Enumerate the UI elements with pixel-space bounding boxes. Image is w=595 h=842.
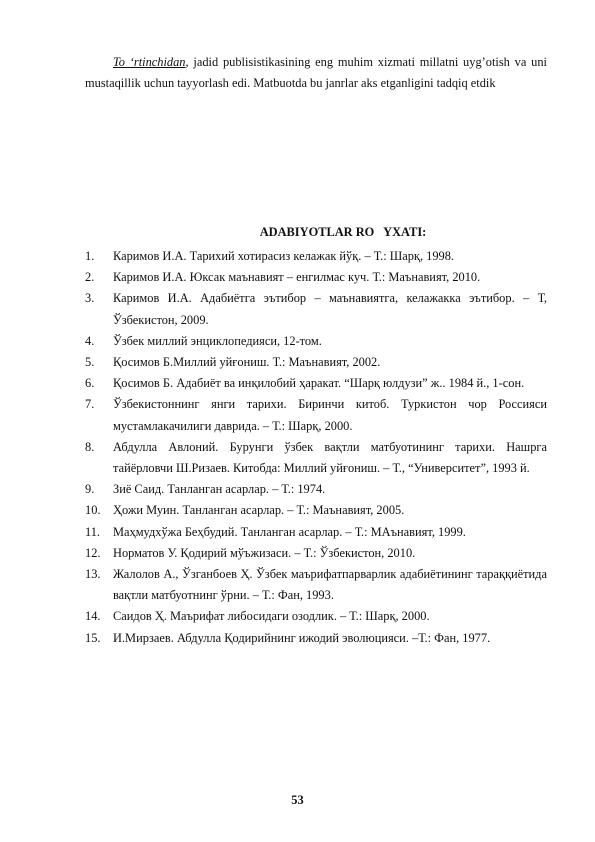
item-text: Норматов У. Қодирий мўъжизаси. – Т.: Ўзбекистон, 2010. [113, 545, 416, 560]
bibliography-item [85, 394, 547, 436]
item-text: Ўзбек миллий энциклопедияси, 12-том. [113, 333, 322, 348]
item-text: Каримов И.А. Юксак маънавият – енгилмас куч. Т.: Маънавият, 2010. [113, 270, 481, 285]
page-content [85, 52, 547, 649]
bibliography-list [85, 246, 547, 649]
item-number: 10. [85, 503, 101, 518]
item-number: 15. [85, 630, 101, 645]
bibliography-title: ADABIYOTLAR RO YXATI: [259, 225, 427, 239]
item-text: Жалолов А., Ўзганбоев Ҳ. Ўзбек маърифатпарварлик адабиётининг тараққиётида вақтли матбуотнинг ўрни. – Т.: Фан, 1993. [113, 567, 547, 603]
item-number: 7. [85, 397, 95, 412]
page-number: 53 [291, 793, 304, 807]
item-text: Саидов Ҳ. Маърифат либосидаги озодлик. – Т.: Шарқ, 2000. [113, 609, 430, 624]
item-number: 4. [85, 333, 95, 348]
bibliography-item [85, 352, 547, 373]
intro-lead-phrase: To ‘rtinchidan [113, 55, 186, 69]
item-text: Каримов И.А. Тарихий хотирасиз келажак йўқ. – Т.: Шарқ, 1998. [113, 249, 455, 263]
bibliography-item [85, 373, 547, 394]
bibliography-item [85, 288, 547, 330]
item-number: 11. [85, 524, 101, 539]
bibliography-item [85, 246, 547, 267]
item-text: Абдулла Авлоний. Бурунги ўзбек вақтли матбуотининг тарихи. Нашрга тайёрловчи Ш.Ризаев. Китобда: Миллий уйғониш. – Т., “Университет”, 1993 й. [113, 439, 547, 476]
item-number: 12. [85, 545, 101, 560]
bibliography-item [85, 543, 547, 564]
bibliography-item [85, 331, 547, 352]
item-number: 14. [85, 609, 101, 624]
item-number: 1. [85, 249, 95, 263]
item-text: Қосимов Б. Адабиёт ва инқилобий ҳаракат. “Шарқ юлдузи” ж.. 1984 й., 1-сон. [113, 376, 525, 391]
item-number: 2. [85, 270, 95, 285]
bibliography-item [85, 522, 547, 543]
item-number: 13. [85, 567, 101, 582]
bibliography-item [85, 564, 547, 606]
intro-paragraph [85, 52, 547, 94]
bibliography-item [85, 437, 547, 479]
intro-text: , jadid publisistikasining eng muhim xizmati millatni uyg’otish va uni mustaqillik uchun tayyorlash edi. Matbuotda bu janrlar aks etganligini tadqiq etdik [85, 55, 547, 90]
item-text: Каримов И.А. Адабиётга эътибор – маънавиятга, келажакка эътибор. – Т, Ўзбекистон, 2009. [113, 291, 547, 327]
item-text: Қосимов Б.Миллий уйғониш. Т.: Маънавият, 2002. [113, 355, 381, 370]
bibliography-item [85, 267, 547, 288]
bibliography-item [85, 479, 547, 500]
item-number: 9. [85, 482, 95, 497]
bibliography-item [85, 500, 547, 521]
item-number: 5. [85, 355, 95, 370]
item-text: Ҳожи Муин. Танланган асарлар. – Т.: Маънавият, 2005. [113, 503, 405, 518]
item-text: Зиё Саид. Танланган асарлар. – Т.: 1974. [113, 482, 326, 497]
bibliography-item [85, 606, 547, 627]
item-text: И.Мирзаев. Абдулла Қодирийнинг ижодий эволюцияси. –Т.: Фан, 1977. [113, 630, 491, 645]
item-number: 8. [85, 439, 95, 454]
item-text: Маҳмудхўжа Беҳбудий. Танланган асарлар. – Т.: МАънавият, 1999. [113, 524, 466, 539]
bibliography-item [85, 628, 547, 649]
item-number: 6. [85, 376, 95, 391]
item-number: 3. [85, 291, 95, 306]
item-text: Ўзбекистоннинг янги тарихи. Биринчи китоб. Туркистон чор Россияси мустамлакачилиги даврида. – Т.: Шарқ, 2000. [113, 397, 547, 433]
